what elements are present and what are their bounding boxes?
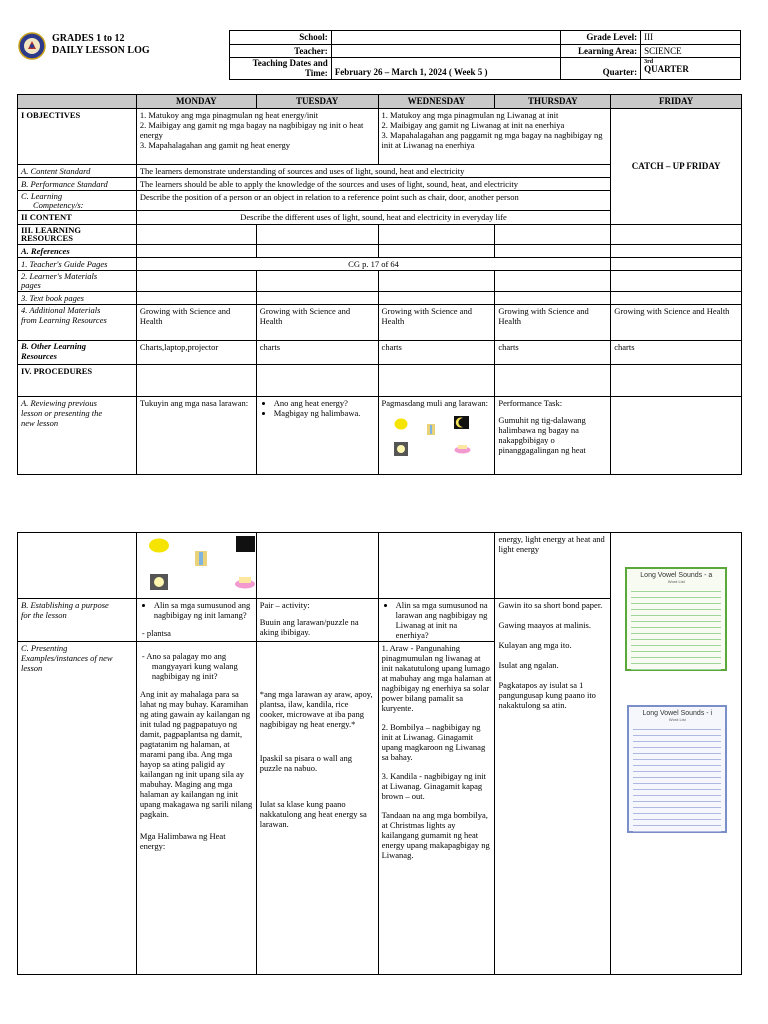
establishing-tuesday [256, 599, 378, 642]
worksheet-i-grid [633, 725, 721, 832]
worksheet-grid-row [631, 641, 721, 646]
worksheet-grid-row [631, 659, 721, 664]
objectives-mon-tue [136, 108, 378, 164]
day-thursday: THURSDAY [495, 95, 611, 109]
competency-label-2: Competency/s: [33, 199, 84, 210]
school-label: School: [230, 31, 332, 45]
presenting-label-3: lesson [21, 663, 43, 674]
objective-wt-2: 2. Maibigay ang gamit ng Liwanag at init na enerhiya [381, 119, 565, 130]
objective-mt-3: 3. Mapahalagahan ang gamit ng heat energy [139, 139, 291, 150]
worksheet-a-grid [631, 587, 721, 670]
worksheet-grid-row [633, 791, 721, 796]
reviewing-label-1: A. Reviewing previous [21, 398, 97, 409]
worksheet-grid-row [633, 815, 721, 820]
area-value: SCIENCE [641, 44, 741, 58]
additional-label [18, 305, 137, 341]
worksheet-long-a [625, 567, 727, 671]
tg-value: CG p. 17 of 64 [136, 258, 610, 271]
worksheet-grid-row [633, 737, 721, 742]
lesson-table-page-2 [17, 532, 742, 975]
worksheet-grid-row [633, 731, 721, 736]
presenting-label-1: C. Presenting [21, 643, 68, 654]
day-monday: MONDAY [136, 95, 256, 109]
thursday-cont: energy, light energy at heat and light energy [495, 533, 611, 599]
establishing-wednesday [378, 599, 495, 642]
wednesday-item-1: 1. Araw - Pangunahing pinagmumulan ng liwanag at init nakatutulong upang lumago at mabuhay ang mga halaman at nagbibigay ng enerhiya sa solar power bilang pamalit sa kuryente. [381, 643, 492, 714]
lm-label [18, 271, 137, 292]
lesson-table-page-1 [17, 94, 742, 475]
quarter-sup: 3rd [644, 59, 654, 66]
worksheet-grid-row [631, 587, 721, 592]
quarter-value [641, 58, 741, 80]
wednesday-question: • Alin sa mga sumusunod na larawan ang nagbibigay ng Liwanag at init na enerhiya? [396, 600, 492, 640]
objective-mt-1: 1. Matukoy ang mga pinagmulan ng heat energy/init [139, 109, 319, 120]
additional-tuesday: Growing with Science and Health [256, 305, 378, 341]
establishing-label-2: for the lesson [21, 610, 67, 621]
title-line-1: GRADES 1 to 12 [52, 33, 125, 44]
worksheet-grid-row [633, 725, 721, 730]
deped-seal-icon [18, 32, 46, 60]
presenting-wednesday [378, 642, 495, 975]
wednesday-item-3: 3. Kandila - nagbibigay ng init at Liwanag. Ginagamit kapag brown – out. [381, 771, 486, 802]
worksheet-grid-row [631, 653, 721, 658]
objectives-label: I OBJECTIVES [18, 108, 137, 164]
tuesday-note: *ang mga larawan ay araw, apoy, plantsa, ilaw, kandila, rice cooker, microwave at iba pang nagbibigay ng heat energy.* [259, 689, 373, 730]
other-monday: Charts,laptop,projector [136, 341, 256, 365]
content-standard-label: A. Content Standard [18, 164, 137, 177]
resources-label [18, 224, 137, 245]
performance-standard-label: B. Performance Standard [18, 177, 137, 190]
worksheet-grid-row [633, 821, 721, 826]
objective-wt-1: 1. Matukoy ang mga pinagmulan ng Liwanag at init [381, 109, 559, 120]
worksheet-grid-row [633, 797, 721, 802]
reviewing-label-3: new lesson [21, 418, 59, 429]
worksheet-grid-row [631, 647, 721, 652]
worksheet-grid-row [631, 617, 721, 622]
corner-cell [18, 95, 137, 109]
other-label-2: Resources [21, 350, 57, 361]
dates-label-2: Time: [304, 67, 328, 78]
worksheet-grid-row [633, 785, 721, 790]
textbook-label: 3. Text book pages [18, 292, 137, 305]
performance-standard-text: The learners should be able to apply the knowledge of the sources and uses of light, sound, heat, and electricity [136, 177, 610, 190]
teacher-value [331, 44, 560, 58]
monday-paragraph: Ang init ay mahalaga para sa lahat ng may buhay. Karamihan ng ating gawain ay kailangan ng init tulad ng pagpapatuyo ng damit, pagpaplantsa ng damit, pagtatanim ng halaman, at marami pang iba. Ang mga hayop sa ating paligid ay kailangan ng init upang sila ay mabuhay. Maging ang mga halaman ay kailangan ng init upang makagawa ng sarili nilang pagkain. [139, 689, 253, 820]
sun-icon [394, 418, 408, 430]
establishing-monday [136, 599, 256, 642]
lm-label-2: pages [21, 280, 41, 291]
worksheet-grid-row [631, 623, 721, 628]
day-wednesday: WEDNESDAY [378, 95, 495, 109]
additional-label-2: from Learning Resources [21, 314, 107, 325]
wednesday-item-2: 2. Bombilya – nagbibigay ng init at Liwanag. Ginagamit upang magkaroon ng Liwanag sa bahay. [381, 722, 486, 763]
worksheet-grid-row [633, 767, 721, 772]
worksheet-grid-row [633, 761, 721, 766]
objectives-wed-thu [378, 108, 611, 164]
additional-friday: Growing with Science and Health [611, 305, 742, 341]
worksheet-grid-row [631, 605, 721, 610]
quarter-label: Quarter: [561, 58, 641, 80]
tuesday-report: Iulat sa klase kung paano nakkatulong ang heat energy sa larawan. [259, 799, 367, 830]
worksheet-grid-row [631, 629, 721, 634]
monday-icons [140, 534, 253, 594]
worksheet-grid-row [633, 755, 721, 760]
worksheet-grid-row [631, 593, 721, 598]
day-tuesday: TUESDAY [256, 95, 378, 109]
thursday-steps [495, 599, 611, 975]
worksheet-grid-row [631, 611, 721, 616]
additional-wednesday: Growing with Science and Health [378, 305, 495, 341]
worksheet-a-sub: Word List [667, 579, 685, 585]
area-label: Learning Area: [561, 44, 641, 58]
other-label-1: B. Other Learning [21, 341, 86, 352]
worksheet-grid-row [631, 635, 721, 640]
wednesday-review-text: Pagmasdang muli ang larawan: [381, 398, 489, 409]
performance-task-title: Performance Task: [498, 398, 563, 409]
school-value [331, 31, 560, 45]
resources-label-2: RESOURCES [21, 233, 73, 244]
resources-label-1: III. LEARNING [21, 224, 81, 235]
candle-icon [192, 548, 210, 568]
worksheet-grid-row [633, 779, 721, 784]
worksheet-grid-row [633, 773, 721, 778]
dates-label-1: Teaching Dates and [252, 58, 328, 69]
title-line-2: DAILY LESSON LOG [52, 45, 150, 56]
pair-activity-text: Buuin ang larawan/puzzle na aking ibibigay. [259, 617, 359, 638]
monday-icons-cell [136, 533, 256, 599]
dates-label [230, 58, 332, 80]
competency-label [18, 190, 137, 211]
cake-icon [234, 576, 256, 589]
presenting-tuesday [256, 642, 378, 975]
cake-icon [454, 444, 471, 454]
thursday-step-5: Pagkatapos ay isulat sa 1 pangungusap kung paano ito nakaktulong sa atin. [498, 680, 596, 711]
header-table [229, 30, 741, 80]
candle-icon [424, 422, 438, 436]
establishing-label-1: B. Establishing a purpose [21, 600, 109, 610]
tuesday-post: Ipaskil sa pisara o wall ang puzzle na nabuo. [259, 753, 353, 774]
moon-icon [454, 416, 469, 429]
thursday-step-2: Gawing maayos at malinis. [498, 620, 591, 631]
reviewing-tuesday [256, 397, 378, 475]
monday-examples-label: Mga Halimbawa ng Heat energy: [139, 831, 226, 852]
additional-thursday: Growing with Science and Health [495, 305, 611, 341]
worksheet-cell [611, 533, 742, 975]
monday-answer: - plantsa [152, 628, 253, 638]
references-label: A. References [18, 245, 137, 258]
catch-up-friday: CATCH – UP FRIDAY [611, 108, 742, 224]
presenting-label-2: Examples/instances of new [21, 653, 113, 664]
worksheet-grid-row [633, 827, 721, 832]
tuesday-question-1: • Ano ang heat energy? [274, 398, 375, 408]
other-thursday: charts [495, 341, 611, 365]
other-resources-label [18, 341, 137, 365]
document-title [52, 33, 150, 57]
lamp-icon [394, 442, 408, 456]
presenting-label [18, 642, 137, 975]
content-text: Describe the different uses of light, sound, heat and electricity in everyday life [136, 211, 610, 224]
competency-label-1: C. Learning [21, 190, 63, 201]
additional-monday: Growing with Science and Health [136, 305, 256, 341]
day-friday: FRIDAY [611, 95, 742, 109]
sun-icon [148, 538, 170, 553]
reviewing-label-2: lesson or presenting the [21, 408, 103, 419]
moon-icon [236, 536, 255, 552]
worksheet-grid-row [631, 599, 721, 604]
worksheet-grid-row [631, 665, 721, 670]
wednesday-note: Tandaan na ang mga bombilya, at Christmas lights ay kailangang gumamit ng heat energy upang makapagbigay ng Liwanag. [381, 810, 490, 861]
worksheet-long-i [627, 705, 727, 833]
pair-activity-title: Pair – activity: [259, 600, 310, 610]
thursday-step-1: Gawin ito sa short bond paper. [498, 600, 603, 610]
content-label: II CONTENT [18, 211, 137, 224]
grade-label: Grade Level: [561, 31, 641, 45]
additional-label-1: 4. Additional Materials [21, 305, 101, 316]
competency-text: Describe the position of a person or an object in relation to a reference point such as chair, door, another person [136, 190, 610, 211]
reviewing-thursday [495, 397, 611, 475]
worksheet-grid-row [633, 749, 721, 754]
other-tuesday: charts [256, 341, 378, 365]
thursday-step-3: Kulayan ang mga ito. [498, 640, 572, 651]
other-wednesday: charts [378, 341, 495, 365]
establishing-label [18, 599, 137, 642]
objective-wt-3: 3. Mapahalagahan ang paggamit ng mga bagay na nagbibigay ng init at Liwanag na enerhiya [381, 129, 603, 150]
lamp-icon [150, 574, 168, 590]
lm-label-1: 2. Learner's Materials [21, 271, 98, 282]
content-standard-text: The learners demonstrate understanding of sources and uses of light, sound, heat and electricity [136, 164, 610, 177]
monday-question: • Alin sa mga sumusunod ang nagbibigay ng init lamang? [154, 600, 253, 620]
presenting-monday [136, 642, 256, 975]
procedures-label: IV. PROCEDURES [18, 365, 137, 397]
worksheet-i-sub: Word List [668, 717, 686, 723]
tuesday-question-2: • Magbigay ng halimbawa. [274, 408, 375, 418]
performance-task-text: Gumuhit ng tig-dalawang halimbawa ng bagay na nakapgbibigay o pinanggagalingan ng heat [498, 415, 586, 456]
wednesday-icons [382, 408, 492, 458]
reviewing-wednesday [378, 397, 495, 475]
tg-label: 1. Teacher's Guide Pages [18, 258, 137, 271]
grade-value: III [641, 31, 741, 45]
objective-mt-2: 2. Maibigay ang gamit ng mga bagay na nagbibigay ng init o heat energy [139, 119, 364, 140]
monday-dash-question: - Ano sa palagay mo ang mangyayari kung walang nagbibigay ng init? [152, 651, 253, 681]
teacher-label: Teacher: [230, 44, 332, 58]
thursday-step-4: Isulat ang ngalan. [498, 660, 559, 671]
dates-value: February 26 – March 1, 2024 ( Week 5 ) [331, 58, 560, 80]
quarter-word: QUARTER [644, 64, 689, 75]
reviewing-monday: Tukuyin ang mga nasa larawan: [136, 397, 256, 475]
worksheet-a-title: Long Vowel Sounds - a [640, 572, 713, 579]
other-friday: charts [611, 341, 742, 365]
worksheet-grid-row [633, 743, 721, 748]
worksheet-grid-row [633, 803, 721, 808]
worksheet-grid-row [633, 809, 721, 814]
reviewing-label [18, 397, 137, 475]
worksheet-i-title: Long Vowel Sounds - i [642, 710, 713, 717]
